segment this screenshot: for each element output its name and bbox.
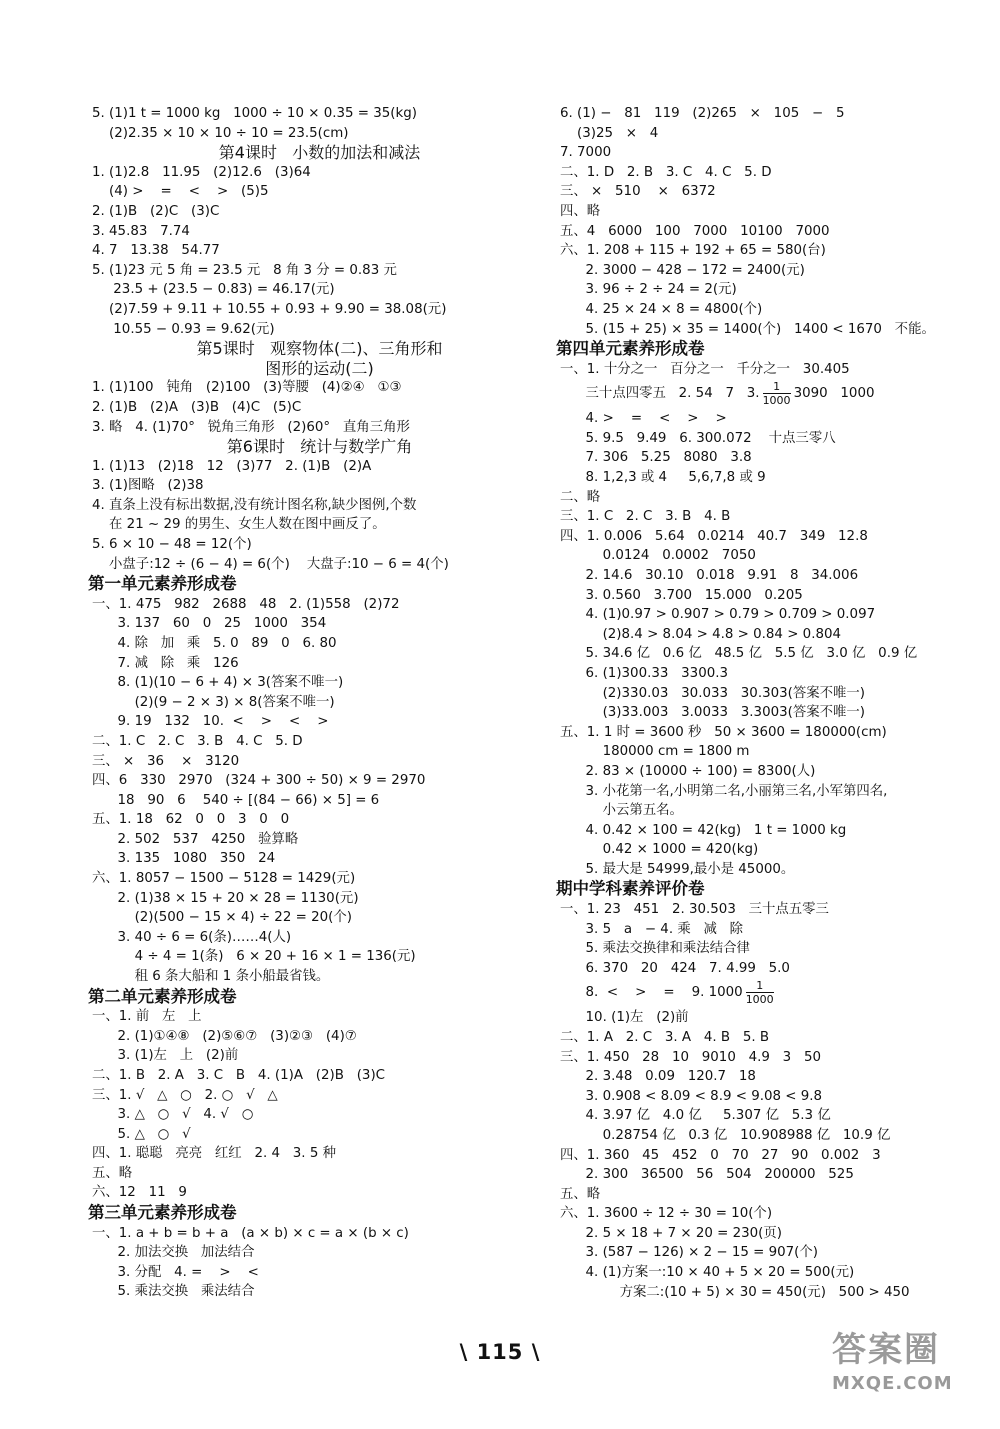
answer-line <box>560 379 980 409</box>
answer-line: 五、1. 18 62 0 0 3 0 0 <box>92 812 290 828</box>
answer-line: 4. 7 13.38 54.77 <box>92 243 220 259</box>
answer-line: 2. 502 537 4250 验算略 <box>92 831 299 847</box>
watermark-logo <box>832 1322 982 1412</box>
answer-line: 二、1. C 2. C 3. B 4. C 5. D <box>92 733 303 749</box>
section-heading: 第四单元素养形成卷 <box>556 339 705 359</box>
answer-line: 5. (15 + 25) × 35 = 1400(个) 1400 < 1670 不能。 <box>560 321 935 337</box>
answer-line: 10. (1)左 (2)前 <box>560 1010 689 1026</box>
answer-line: 一、1. 前 左 上 <box>92 1009 202 1025</box>
answer-line: 5. 34.6 亿 0.6 亿 48.5 亿 5.5 亿 3.0 亿 0.9 亿 <box>560 646 918 662</box>
answer-line: 6. (1)300.33 3300.3 <box>560 665 729 681</box>
answer-line: 6. 370 20 424 7. 4.99 5.0 <box>560 960 790 976</box>
fraction-numerator: 1 <box>763 381 791 394</box>
answer-column-right <box>556 104 980 1302</box>
answer-line: 5. 9.5 9.49 6. 300.072 十点三零八 <box>560 430 836 446</box>
answer-line: (2)8.4 > 8.04 > 4.8 > 0.84 > 0.804 <box>560 626 842 642</box>
answer-line: 四、1. 聪聪 亮亮 红红 2. 4 3. 5 种 <box>92 1146 336 1162</box>
answer-line: 三、1. C 2. C 3. B 4. B <box>560 509 731 525</box>
answer-line: 9. 19 132 10. < > < > <box>92 714 329 730</box>
answer-line <box>560 978 980 1008</box>
answer-line: 一、1. 23 451 2. 30.503 三十点五零三 <box>560 901 829 917</box>
answer-line: 2. (1)38 × 15 + 20 × 28 = 1130(元) <box>92 890 359 906</box>
answer-line: 1. (1)2.8 11.95 (2)12.6 (3)64 <box>92 164 311 180</box>
section-heading: 第一单元素养形成卷 <box>88 574 237 594</box>
answer-line: 二、1. D 2. B 3. C 4. C 5. D <box>560 164 772 180</box>
answer-line: 2. 5 × 18 + 7 × 20 = 230(页) <box>560 1225 783 1241</box>
answer-line: 4. (1)方案一:10 × 40 + 5 × 20 = 500(元) <box>560 1265 855 1281</box>
answer-line: 三、 × 510 × 6372 <box>560 184 716 200</box>
answer-line: 五、略 <box>92 1165 133 1181</box>
answer-line: 4. 25 × 24 × 8 = 4800(个) <box>560 301 763 317</box>
answer-line: 7. 减 除 乘 126 <box>92 655 239 671</box>
answer-line: (3)25 × 4 <box>560 125 659 141</box>
answer-line: 3. (587 − 126) × 2 − 15 = 907(个) <box>560 1245 819 1261</box>
section-heading: 期中学科素养评价卷 <box>556 879 705 899</box>
answer-line: 2. 3.48 0.09 120.7 18 <box>560 1069 756 1085</box>
answer-line: 在 21 ~ 29 的男生、女生人数在图中画反了。 <box>92 517 386 533</box>
answer-line: 0.42 × 1000 = 420(kg) <box>560 842 759 858</box>
answer-line: 3. 小花第一名,小明第二名,小丽第三名,小军第四名, <box>560 783 888 799</box>
answer-line: 2. 300 36500 56 504 200000 525 <box>560 1167 854 1183</box>
answer-line: 3. (1)左 上 (2)前 <box>92 1048 239 1064</box>
lesson-title: 图形的运动(二) <box>265 358 374 378</box>
answer-line: 4. 3.97 亿 4.0 亿 5.307 亿 5.3 亿 <box>560 1108 831 1124</box>
answer-line: 六、1. 8057 − 1500 − 5128 = 1429(元) <box>92 871 356 887</box>
fraction <box>763 381 791 406</box>
fraction-numerator: 1 <box>746 980 774 993</box>
answer-line: 3. 96 ÷ 2 ÷ 24 = 2(元) <box>560 282 737 298</box>
answer-line: 3. 略 4. (1)70° 锐角三角形 (2)60° 直角三角形 <box>92 419 410 435</box>
answer-line: 六、1. 208 + 115 + 192 + 65 = 580(台) <box>560 243 826 259</box>
answer-line: 3. △ ○ √ 4. √ ○ <box>92 1107 254 1123</box>
answer-line: 5. 最大是 54999,最小是 45000。 <box>560 861 795 877</box>
answer-line: 5. 乘法交换 乘法结合 <box>92 1284 255 1300</box>
answer-line: (4) > = < > (5)5 <box>92 184 269 200</box>
answer-line: 二、1. B 2. A 3. C B 4. (1)A (2)B (3)C <box>92 1067 386 1083</box>
answer-line: 2. 加法交换 加法结合 <box>92 1245 255 1261</box>
answer-line: 3. (1)图略 (2)38 <box>92 478 204 494</box>
answer-line: 4. (1)0.97 > 0.907 > 0.79 > 0.709 > 0.097 <box>560 607 876 623</box>
answer-line: 7. 306 5.25 8080 3.8 <box>560 450 752 466</box>
answer-line: 18 90 6 540 ÷ [(84 − 66) × 5] = 6 <box>92 792 380 808</box>
answer-line: 10.55 − 0.93 = 9.62(元) <box>92 321 275 337</box>
answer-line: 3. 5 a − 4. 乘 减 除 <box>560 921 744 937</box>
answer-line: 三、 × 36 × 3120 <box>92 753 240 769</box>
answer-line: (2)(500 − 15 × 4) ÷ 22 = 20(个) <box>92 910 352 926</box>
answer-line: 8. (1)(10 − 6 + 4) × 3(答案不唯一) <box>92 675 344 691</box>
answer-line: 5. 乘法交换律和乘法结合律 <box>560 941 750 957</box>
answer-line: 3. 0.908 < 8.09 < 8.9 < 9.08 < 9.8 <box>560 1088 823 1104</box>
answer-line: 5. (1)23 元 5 角 = 23.5 元 8 角 3 分 = 0.83 元 <box>92 262 397 278</box>
answer-line: 3. 137 60 0 25 1000 354 <box>92 616 327 632</box>
answer-line: 3. 0.560 3.700 15.000 0.205 <box>560 587 803 603</box>
fraction-denominator: 1000 <box>745 992 774 1006</box>
answer-line: 小云第五名。 <box>560 803 683 819</box>
answer-line: 五、1. 1 时 = 3600 秒 50 × 3600 = 180000(cm) <box>560 724 887 740</box>
answer-line: 方案二:(10 + 5) × 30 = 450(元) 500 > 450 <box>560 1284 910 1300</box>
answer-line: (2)7.59 + 9.11 + 10.55 + 0.93 + 9.90 = 38.08(元) <box>92 301 447 317</box>
answer-text: 三十点四零五 2. 54 7 3. <box>560 386 760 402</box>
watermark-site-text: MXQE.COM <box>832 1373 953 1394</box>
answer-line: 六、12 11 9 <box>92 1185 187 1201</box>
answer-line: 23.5 + (23.5 − 0.83) = 46.17(元) <box>92 282 335 298</box>
answer-line: 4. 直条上没有标出数据,没有统计图名称,缺少图例,个数 <box>92 497 417 513</box>
answer-line: 2. 83 × (10000 ÷ 100) = 8300(人) <box>560 763 816 779</box>
answer-line: 7. 7000 <box>560 145 612 161</box>
answer-line: 一、1. 475 982 2688 48 2. (1)558 (2)72 <box>92 596 400 612</box>
answer-line: (2)(9 − 2 × 3) × 8(答案不唯一) <box>92 694 335 710</box>
answer-line: 3. 135 1080 350 24 <box>92 851 276 867</box>
answer-line: 二、1. A 2. C 3. A 4. B 5. B <box>560 1029 770 1045</box>
answer-line: 4. > = < > > <box>560 411 727 427</box>
answer-line: (2)330.03 30.033 30.303(答案不唯一) <box>560 685 866 701</box>
answer-line: 4 ÷ 4 = 1(条) 6 × 20 + 16 × 1 = 136(元) <box>92 949 416 965</box>
section-heading: 第三单元素养形成卷 <box>88 1203 237 1223</box>
answer-line: 180000 cm = 1800 m <box>560 744 750 760</box>
answer-line: 一、1. a + b = b + a (a × b) × c = a × (b × c) <box>92 1225 409 1241</box>
answer-line: 0.28754 亿 0.3 亿 10.908988 亿 10.9 亿 <box>560 1127 891 1143</box>
answer-line: 2. 3000 − 428 − 172 = 2400(元) <box>560 262 805 278</box>
answer-line: 三、1. √ △ ○ 2. ○ √ △ <box>92 1087 278 1103</box>
watermark-logo-text: 答案圈 <box>832 1330 940 1370</box>
answer-line: 一、1. 十分之一 百分之一 千分之一 30.405 <box>560 361 850 377</box>
answer-line: 小盘子:12 ÷ (6 − 4) = 6(个) 大盘子:10 − 6 = 4(个) <box>92 556 449 572</box>
answer-column-left <box>88 104 547 1302</box>
answer-line: 三、1. 450 28 10 9010 4.9 3 50 <box>560 1049 821 1065</box>
answer-text: 3090 1000 <box>793 386 875 402</box>
answer-line: 租 6 条大船和 1 条小船最省钱。 <box>92 969 330 985</box>
answer-line: 6. (1) − 81 119 (2)265 × 105 − 5 <box>560 106 845 121</box>
answer-line: 二、略 <box>560 489 601 505</box>
answer-line: 5. △ ○ √ <box>92 1126 191 1142</box>
answer-line: 四、1. 0.006 5.64 0.0214 40.7 349 12.8 <box>560 528 868 544</box>
lesson-title: 第4课时 小数的加法和减法 <box>218 143 421 163</box>
answer-line: 2. 14.6 30.10 0.018 9.91 8 34.006 <box>560 567 859 583</box>
section-heading: 第二单元素养形成卷 <box>88 986 237 1006</box>
answer-line: (3)33.003 3.0033 3.3003(答案不唯一) <box>560 705 866 721</box>
answer-line: 2. (1)①④⑧ (2)⑤⑥⑦ (3)②③ (4)⑦ <box>92 1028 357 1044</box>
fraction-denominator: 1000 <box>762 393 791 407</box>
answer-line: 3. 45.83 7.74 <box>92 223 190 239</box>
lesson-title: 第6课时 统计与数学广角 <box>226 437 413 457</box>
lesson-title: 第5课时 观察物体(二)、三角形和 <box>196 339 443 359</box>
answer-line: 8. 1,2,3 或 4 5,6,7,8 或 9 <box>560 470 766 485</box>
answer-line: 4. 除 加 乘 5. 0 89 0 6. 80 <box>92 635 337 651</box>
answer-line: 3. 40 ÷ 6 = 6(条)……4(人) <box>92 929 292 945</box>
answer-line: 六、1. 3600 ÷ 12 ÷ 30 = 10(个) <box>560 1206 773 1222</box>
answer-line: 2. (1)B (2)C (3)C <box>92 203 220 219</box>
answer-line: 5. (1)1 t = 1000 kg 1000 ÷ 10 × 0.35 = 35(kg) <box>92 106 417 121</box>
answer-line: (2)2.35 × 10 × 10 ÷ 10 = 23.5(cm) <box>92 125 349 141</box>
answer-text: 8. < > = 9. 1000 <box>560 985 743 1001</box>
fraction <box>746 980 774 1005</box>
answer-line: 五、略 <box>560 1186 601 1202</box>
answer-line: 1. (1)100 钝角 (2)100 (3)等腰 (4)②④ ①③ <box>92 380 402 396</box>
answer-line: 3. 分配 4. = > < <box>92 1264 259 1280</box>
answer-line: 2. (1)B (2)A (3)B (4)C (5)C <box>92 399 302 415</box>
answer-line: 1. (1)13 (2)18 12 (3)77 2. (1)B (2)A <box>92 458 372 474</box>
answer-line: 5. 6 × 10 − 48 = 12(个) <box>92 537 252 553</box>
answer-line: 0.0124 0.0002 7050 <box>560 548 756 564</box>
answer-line: 四、略 <box>560 203 601 219</box>
answer-line: 五、4 6000 100 7000 10100 7000 <box>560 223 830 239</box>
answer-line: 四、6 330 2970 (324 + 300 ÷ 50) × 9 = 2970 <box>92 773 426 789</box>
answer-line: 四、1. 360 45 452 0 70 27 90 0.002 3 <box>560 1147 881 1163</box>
page-number: \ 115 \ <box>459 1340 541 1364</box>
answer-line: 4. 0.42 × 100 = 42(kg) 1 t = 1000 kg <box>560 822 847 838</box>
